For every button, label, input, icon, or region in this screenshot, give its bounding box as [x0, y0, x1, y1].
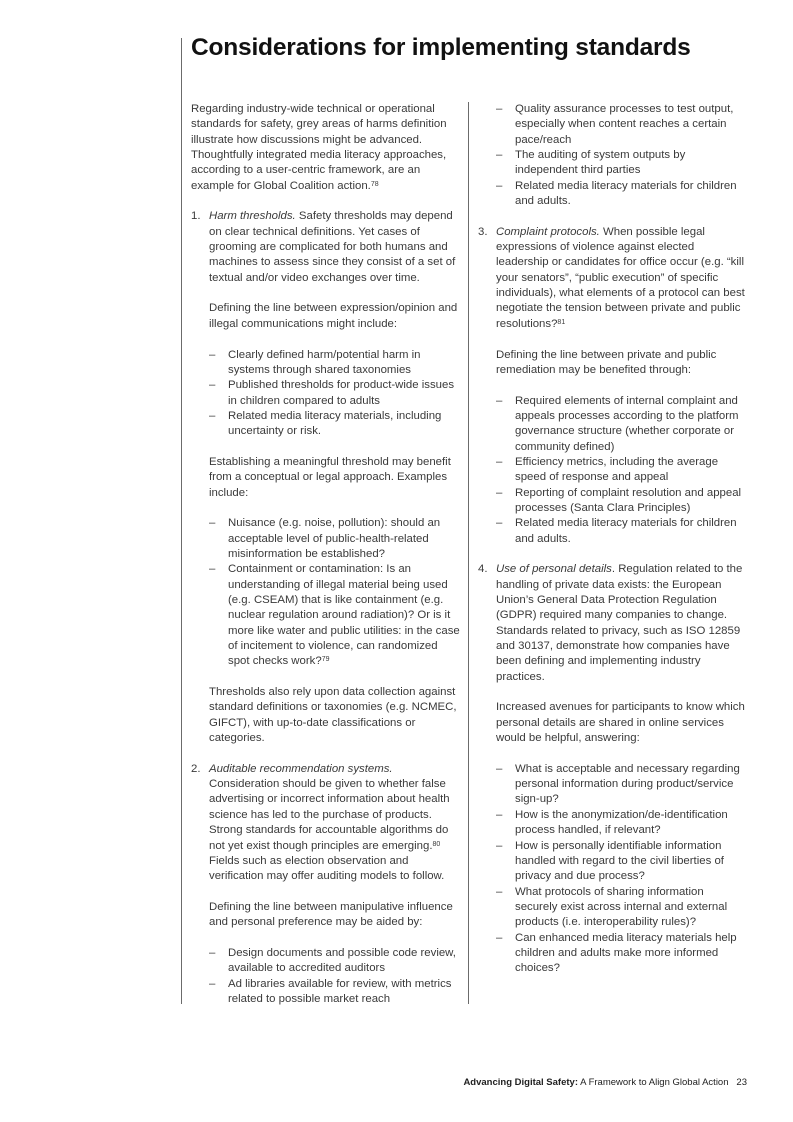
footnote-ref[interactable]: 79	[321, 656, 330, 664]
item-harm-thresholds: 1. Harm thresholds. Safety thresholds may depend on clear technical definitions. Yet cases of grooming are complicated for both humans and machines to assess since they consist of a set of textual and/or video exchanges over time.	[191, 210, 456, 284]
item-paragraph: Defining the line between manipulative influence and personal preference may be aided by:	[209, 900, 453, 929]
list-item: – Required elements of internal complaint and appeals processes according to the platform governance structure (whether corporate or community defined)	[496, 394, 739, 453]
item-lead: Auditable recommendation systems.	[209, 762, 393, 775]
footnote-ref[interactable]: 80	[432, 840, 441, 848]
item-paragraph: Establishing a meaningful threshold may benefit from a conceptual or legal approach. Examples include:	[209, 455, 451, 499]
item-lead: Use of personal details	[496, 563, 612, 576]
intro-paragraph: Regarding industry-wide technical or operational standards for safety, grey areas of harms definition illustrate how discussions might be advanced. Thoughtfully integrated media literacy approaches, according to a user-centric framework, are an example for Global Coalition action.$^{78}$	[191, 103, 447, 192]
list-item: – Related media literacy materials for children and adults.	[496, 517, 737, 545]
list-item: – What is acceptable and necessary regarding personal information during product/service sign-up?	[496, 762, 740, 806]
item-complaint-protocols: 3. Complaint protocols. When possible legal expressions of violence against elected leadership or candidates for office occur (e.g. “kill your senators”, “public execution” of specific individuals), what elements of a protocol can best negotiate the tension between private and public resolutions?$^{81}$	[478, 225, 745, 330]
bullet-list	[191, 348, 461, 440]
footnote-ref[interactable]: 81	[557, 318, 566, 326]
list-item: – Ad libraries available for review, with metrics related to possible market reach	[209, 977, 452, 1005]
item-auditable-systems: 2. Auditable recommendation systems. Consideration should be given to whether false advertising or incorrect information about health science has led to the purchase of products. Strong standards for accountable algorithms do not yet exist though principles are emerging.$^{80}$ Fields such as election observation and verification may offer auditing models to follow.	[191, 762, 450, 883]
bullet-list	[478, 102, 748, 209]
item-paragraph: Thresholds also rely upon data collection against standard definitions or taxonomies (e.g. NCMEC, GIFCT), with up-to-date classifications or categories.	[209, 686, 457, 745]
footer-title-rest: A Framework to Align Global Action	[578, 1077, 729, 1088]
bullet-list	[478, 394, 748, 547]
list-item: – What protocols of sharing information securely exist across internal and external products (i.e. interoperability rules)?	[496, 885, 728, 929]
item-paragraph: Increased avenues for participants to know which personal details are shared in online services would be helpful, answering:	[496, 701, 745, 745]
list-item: – Related media literacy materials for children and adults.	[496, 179, 737, 208]
bullet-list	[191, 516, 461, 669]
left-margin-rule	[181, 38, 182, 1004]
list-item: – How is personally identifiable information handled with regard to the civil liberties of privacy and due process?	[496, 839, 724, 883]
list-item: – Clearly defined harm/potential harm in systems through shared taxonomies	[209, 348, 421, 376]
column-divider-rule	[468, 102, 469, 1004]
list-item: – Nuisance (e.g. noise, pollution): should an acceptable level of public-health-related misinformation be established?	[209, 517, 441, 560]
page-title: Considerations for implementing standards	[191, 34, 691, 61]
item-personal-details: 4. Use of personal details. Regulation related to the handling of private data exists: the European Union’s General Data Protection Regulation (GDPR) required many companies to change. Standards related to privacy, such as ISO 12859 and 30137, demonstrate how companies have been defining and implementing industry practices.	[478, 563, 743, 683]
item-paragraph: Defining the line between private and public remediation may be benefited through:	[496, 348, 717, 376]
list-item: – Reporting of complaint resolution and appeal processes (Santa Clara Principles)	[496, 486, 742, 514]
bullet-list	[478, 762, 748, 977]
list-item: – The auditing of system outputs by independent third parties	[496, 149, 686, 177]
list-item: – Containment or contamination: Is an understanding of illegal material being used (e.g. CSEAM) that is like containment (e.g. nuclear regulation around radiation)? Or is it more like water and public utilities: in the case of incitement to violence, can randomized spot checks work?$^{79}$	[209, 563, 460, 668]
item-paragraph: Defining the line between expression/opinion and illegal communications might include:	[209, 302, 458, 330]
list-item: – Related media literacy materials, including uncertainty or risk.	[209, 409, 442, 438]
right-column	[478, 102, 748, 977]
footnote-ref[interactable]: 78	[370, 180, 379, 188]
page-number: 23	[736, 1077, 747, 1088]
page-footer	[463, 1077, 747, 1088]
item-lead: Complaint protocols.	[496, 225, 600, 238]
bullet-list	[191, 946, 461, 1007]
list-item: – Quality assurance processes to test output, especially when content reaches a certain pace/reach	[496, 103, 734, 146]
left-column	[191, 102, 461, 1007]
list-item: – Can enhanced media literacy materials help children and adults make more informed choices?	[496, 931, 737, 975]
footer-title-bold: Advancing Digital Safety:	[463, 1077, 578, 1088]
list-item: – Published thresholds for product-wide issues in children compared to adults	[209, 379, 455, 407]
list-item: – Efficiency metrics, including the average speed of response and appeal	[496, 455, 719, 484]
item-lead: Harm thresholds.	[209, 210, 296, 223]
list-item: – How is the anonymization/de-identification process handled, if relevant?	[496, 808, 728, 837]
list-item: – Design documents and possible code review, available to accredited auditors	[209, 946, 456, 975]
